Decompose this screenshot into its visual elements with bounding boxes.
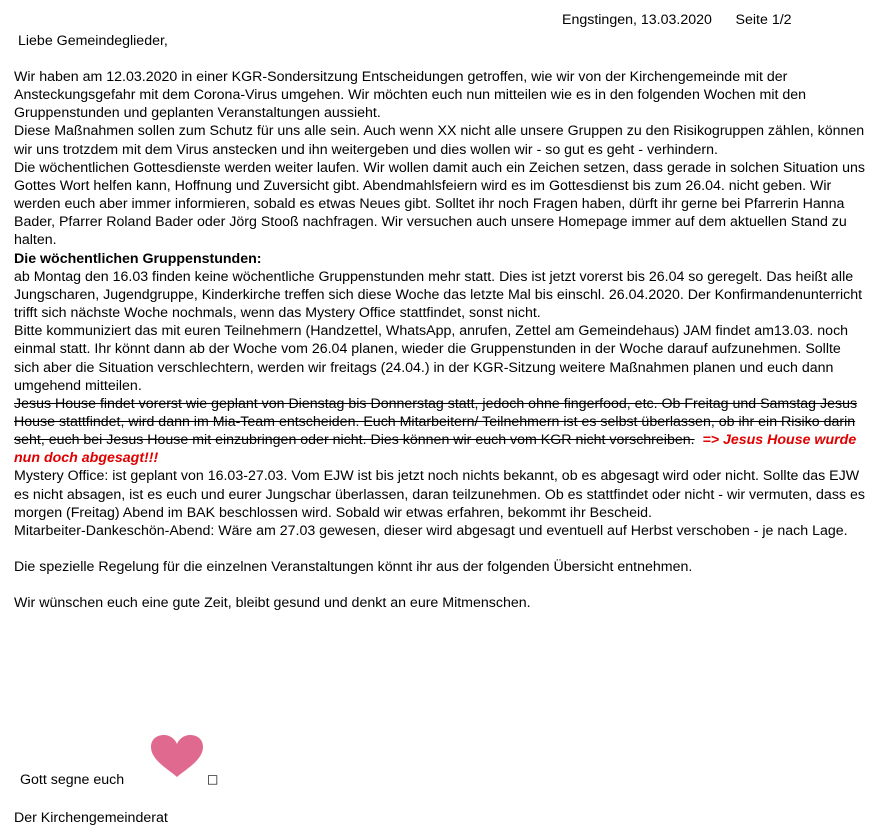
- paragraph-jesus-house: [14, 395, 866, 468]
- paragraph-protection: Diese Maßnahmen sollen zum Schutz für uns alle sein. Auch wenn XX nicht alle unsere Gruppen zu den Risikogruppen zählen, können wir uns trotzdem mit dem Virus anstecken und ihn weitergeben und dies wollen wir - so gut es geht - verhindern.: [14, 123, 865, 158]
- letter-body: [14, 68, 866, 612]
- paragraph-wishes: Wir wünschen euch eine gute Zeit, bleibt gesund und denkt an eure Mitmenschen.: [14, 595, 531, 612]
- paragraph-mystery-office: Mystery Office: ist geplant von 16.03-27.03. Vom EJW ist bis jetzt noch nichts bekannt, ob es abgesagt wird oder nicht. Sollte das EJW es nicht absagen, ist es euch und eurer Jungschar überlassen, daran teilzunehmen. Ob es stattfindet oder nicht - wir vermuten, dass es morgen (Freitag) Abend im BAK beschlossen wird. Sobald wir etwas erfahren, bekommt ihr Bescheid.: [14, 468, 865, 521]
- paragraph-intro: Wir haben am 12.03.2020 in einer KGR-Sondersitzung Entscheidungen getroffen, wie wir von der Kirchengemeinde mit der Ansteckungsgefahr mit dem Corona-Virus umgehen. Wir möchten euch nun mitteilen wie es in den folgenden Wochen mit den Gruppenstunden und geplanten Veranstaltungen aussieht.: [14, 69, 807, 122]
- signature: Der Kirchengemeinderat: [14, 810, 168, 826]
- page-number: Seite 1/2: [735, 12, 792, 28]
- missing-glyph-box: □: [207, 772, 219, 786]
- place-date: Engstingen, 13.03.2020: [562, 12, 712, 28]
- paragraph-thanks-evening: Mitarbeiter-Dankeschön-Abend: Wäre am 27.03 gewesen, dieser wird abgesagt und eventuell auf Herbst verschoben - je nach Lage.: [14, 522, 848, 539]
- blessing: Gott segne euch: [20, 772, 125, 788]
- paragraph-overview: Die spezielle Regelung für die einzelnen Veranstaltungen könnt ihr aus der folgenden Übersicht entnehmen.: [14, 559, 693, 576]
- paragraph-groups: ab Montag den 16.03 finden keine wöchentliche Gruppenstunden mehr statt. Dies ist jetzt vorerst bis 26.04 so geregelt. Das heißt alle Jungscharen, Jugendgruppe, Kinderkirche treffen sich diese Woche das letzte Mal bis einschl. 26.04.2020. Der Konfirmandenunterricht trifft sich nächste Woche nochmals, wenn das Mystery Office stattfindet, sonst nicht.: [14, 268, 863, 322]
- header-line: [562, 11, 792, 29]
- paragraph-services: Die wöchentlichen Gottesdienste werden weiter laufen. Wir wollen damit auch ein Zeichen setzen, dass gerade in solchen Situation uns Gottes Wort helfen kann, Hoffnung und Zuversicht gibt. Abendmahlsfeiern wird es im Gottesdienst bis zum 26.04. nicht geben. Wir werden euch aber immer informieren, sobald es etwas Neues gibt. Solltet ihr noch Fragen haben, dürft ihr gerne bei Pfarrerin Hanna Bader, Pfarrer Roland Bader oder Jörg Stooß nachfragen. Wir versuchen auch unsere Homepage immer auf dem aktuellen Stand zu halten.: [14, 159, 865, 249]
- greeting: Liebe Gemeindeglieder,: [18, 33, 168, 49]
- section-heading: Die wöchentlichen Gruppenstunden:: [14, 250, 262, 267]
- heart-icon: [148, 733, 206, 779]
- cancellation-note: => Jesus House wurde nun doch abgesagt!!!: [14, 432, 857, 467]
- struck-jesus-house-text: Jesus House findet vorerst wie geplant von Dienstag bis Donnerstag statt, jedoch ohne fingerfood, etc. Ob Freitag und Samstag Jesus House stattfindet, wird dann im Mia-Team entscheiden. Euch Mitarbeitern/ Teilnehmern ist es selbst überlassen, ob ihr ein Risiko darin seht, euch bei Jesus House mit einzubringen oder nicht. Dies können wir euch vom KGR nicht vorschreiben.: [14, 395, 858, 449]
- paragraph-communicate: Bitte kommuniziert das mit euren Teilnehmern (Handzettel, WhatsApp, anrufen, Zettel am Gemeindehaus) JAM findet am13.03. noch einmal statt. Ihr könnt dann ab der Woche vom 26.04 planen, wieder die Gruppenstunden in der Woche darauf aufzunehmen. Sollte sich aber die Situation verschlechtern, werden wir freitags (24.04.) in der KGR-Sitzung weitere Maßnahmen planen und euch dann umgehend mitteilen.: [14, 323, 849, 394]
